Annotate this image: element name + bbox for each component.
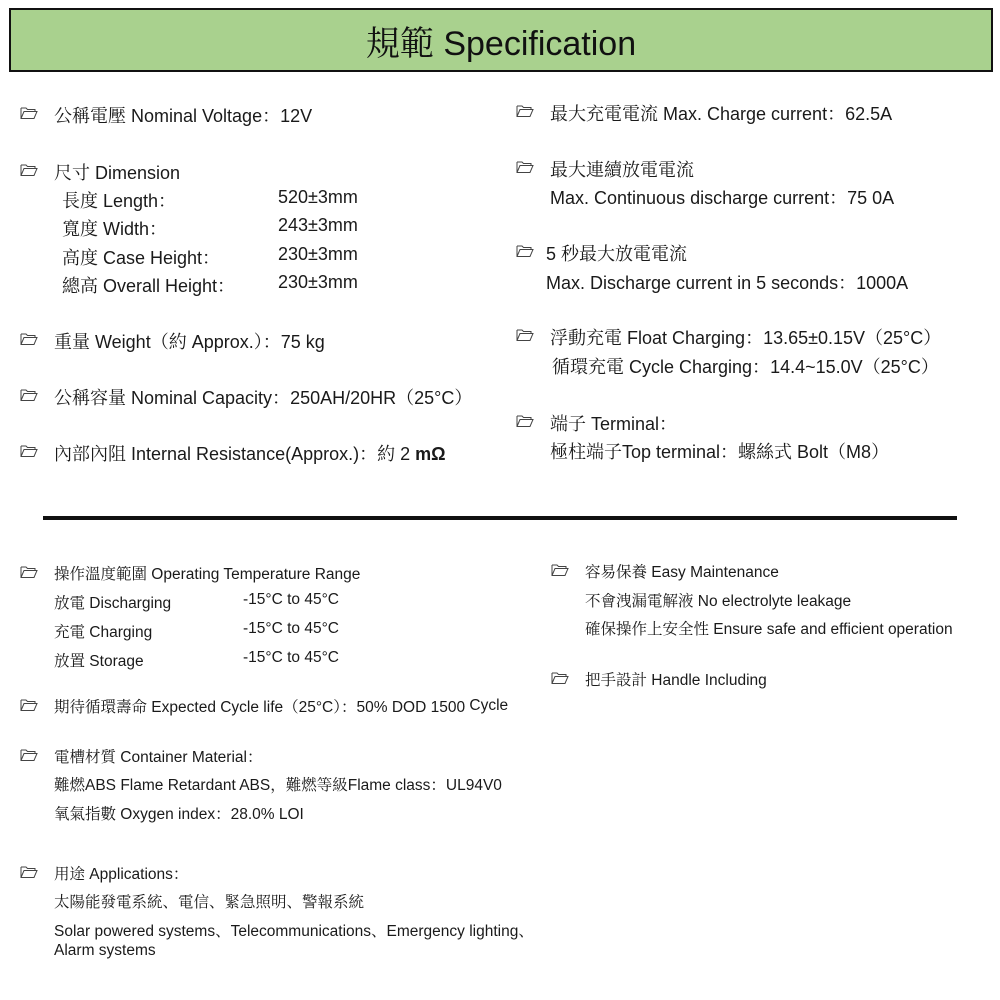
applications-line-en1: Solar powered systems、Telecommunications、Emergency lighting、 (54, 923, 534, 940)
folder-icon (20, 444, 38, 458)
spec-value: mΩ (415, 444, 446, 464)
folder-icon (20, 163, 38, 177)
easy-maintenance-line2: 確保操作上安全性 Ensure safe and efficient operation (585, 621, 953, 638)
dimension-overall-height-value: 230±3mm (278, 272, 358, 292)
nominal-voltage-spec (54, 102, 312, 128)
spec-label: 重量 Weight（約 Approx.）： (54, 332, 281, 352)
spec-value: 75 kg (280, 332, 325, 352)
applications-heading: 用途 Applications： (54, 866, 189, 883)
folder-icon (20, 106, 38, 120)
spec-label: 公稱容量 Nominal Capacity： (54, 388, 291, 408)
spec-header-banner (9, 8, 993, 72)
max-discharge-5s-spec (546, 269, 908, 295)
section-divider (43, 516, 957, 520)
temp-storage-value: -15°C to 45°C (243, 649, 339, 666)
folder-icon (20, 332, 38, 346)
spec-value: 75 0A (847, 188, 895, 208)
dimension-width-value: 243±3mm (278, 215, 358, 235)
spec-label: 最大充電電流 Max. Charge current： (550, 104, 846, 124)
temp-charging-value: -15°C to 45°C (243, 620, 339, 637)
dimension-length-label: 長度 Length： (62, 191, 177, 211)
spec-label: 公稱電壓 Nominal Voltage： (54, 106, 281, 126)
folder-icon (516, 328, 534, 342)
easy-maintenance-line1: 不會洩漏電解液 No electrolyte leakage (585, 593, 852, 610)
spec-label: Max. Discharge current in 5 seconds： (546, 273, 857, 293)
container-material-heading: 電槽材質 Container Material： (54, 749, 263, 766)
container-material-line1: 難燃ABS Flame Retardant ABS，難燃等級Flame class：UL94V0 (54, 777, 502, 794)
max-charge-current-spec (550, 100, 892, 126)
dimension-case-height-label: 高度 Case Height： (62, 248, 221, 268)
spec-value: 12V (280, 106, 313, 126)
max-discharge-5s-heading: 5 秒最大放電電流 (546, 244, 688, 264)
folder-icon (516, 104, 534, 118)
nominal-capacity-spec (54, 384, 472, 410)
spec-value: 13.65±0.15V（25°C） (763, 328, 942, 348)
terminal-heading: 端子 Terminal： (550, 414, 678, 434)
folder-icon (516, 160, 534, 174)
spec-value: Cycle (469, 697, 509, 714)
max-continuous-discharge-heading: 最大連續放電電流 (550, 160, 694, 180)
spec-label: 循環充電 Cycle Charging： (552, 357, 771, 377)
float-charging-spec (550, 324, 941, 350)
terminal-detail: 極柱端子Top terminal：螺絲式 Bolt（M8） (550, 442, 890, 462)
folder-icon (516, 414, 534, 428)
spec-label: Max. Continuous discharge current： (550, 188, 848, 208)
dimension-width-label: 寬度 Width： (62, 219, 168, 239)
folder-icon (20, 748, 38, 762)
spec-label: 期待循環壽命 Expected Cycle life（25°C）：50% DOD 1500 (54, 699, 466, 716)
folder-icon (20, 698, 38, 712)
weight-spec (54, 328, 325, 354)
applications-line-zh: 太陽能發電系統、電信、緊急照明、警報系統 (54, 894, 365, 911)
easy-maintenance-heading: 容易保養 Easy Maintenance (585, 564, 779, 581)
cycle-charging-spec (552, 353, 939, 379)
dimension-heading: 尺寸 Dimension (54, 163, 181, 183)
internal-resistance-spec (54, 440, 446, 466)
temp-discharging-value: -15°C to 45°C (243, 591, 339, 608)
temp-charging-label: 充電 Charging (54, 624, 153, 641)
operating-temperature-heading: 操作溫度範圍 Operating Temperature Range (54, 566, 361, 583)
folder-icon (551, 563, 569, 577)
dimension-overall-height-label: 總高 Overall Height： (62, 276, 236, 296)
temp-discharging-label: 放電 Discharging (54, 595, 172, 612)
max-continuous-discharge-spec (550, 184, 894, 210)
folder-icon (551, 671, 569, 685)
dimension-length-value: 520±3mm (278, 187, 358, 207)
dimension-case-height-value: 230±3mm (278, 244, 358, 264)
spec-value: 62.5A (845, 104, 893, 124)
folder-icon (20, 388, 38, 402)
cycle-life-spec (54, 695, 508, 717)
spec-value: 250AH/20HR（25°C） (290, 388, 473, 408)
folder-icon (20, 565, 38, 579)
folder-icon (516, 244, 534, 258)
container-material-line2: 氧氣指數 Oxygen index：28.0% LOI (54, 806, 304, 823)
temp-storage-label: 放置 Storage (54, 653, 144, 670)
spec-value: 1000A (856, 273, 909, 293)
spec-label: 內部內阻 Internal Resistance(Approx.)：約 2 (54, 444, 416, 464)
spec-label: 浮動充電 Float Charging： (550, 328, 764, 348)
folder-icon (20, 865, 38, 879)
page-title: 規範 Specification (365, 24, 637, 63)
applications-line-en2: Alarm systems (54, 942, 156, 959)
spec-value: 14.4~15.0V（25°C） (770, 357, 939, 377)
handle-heading: 把手設計 Handle Including (585, 672, 767, 689)
